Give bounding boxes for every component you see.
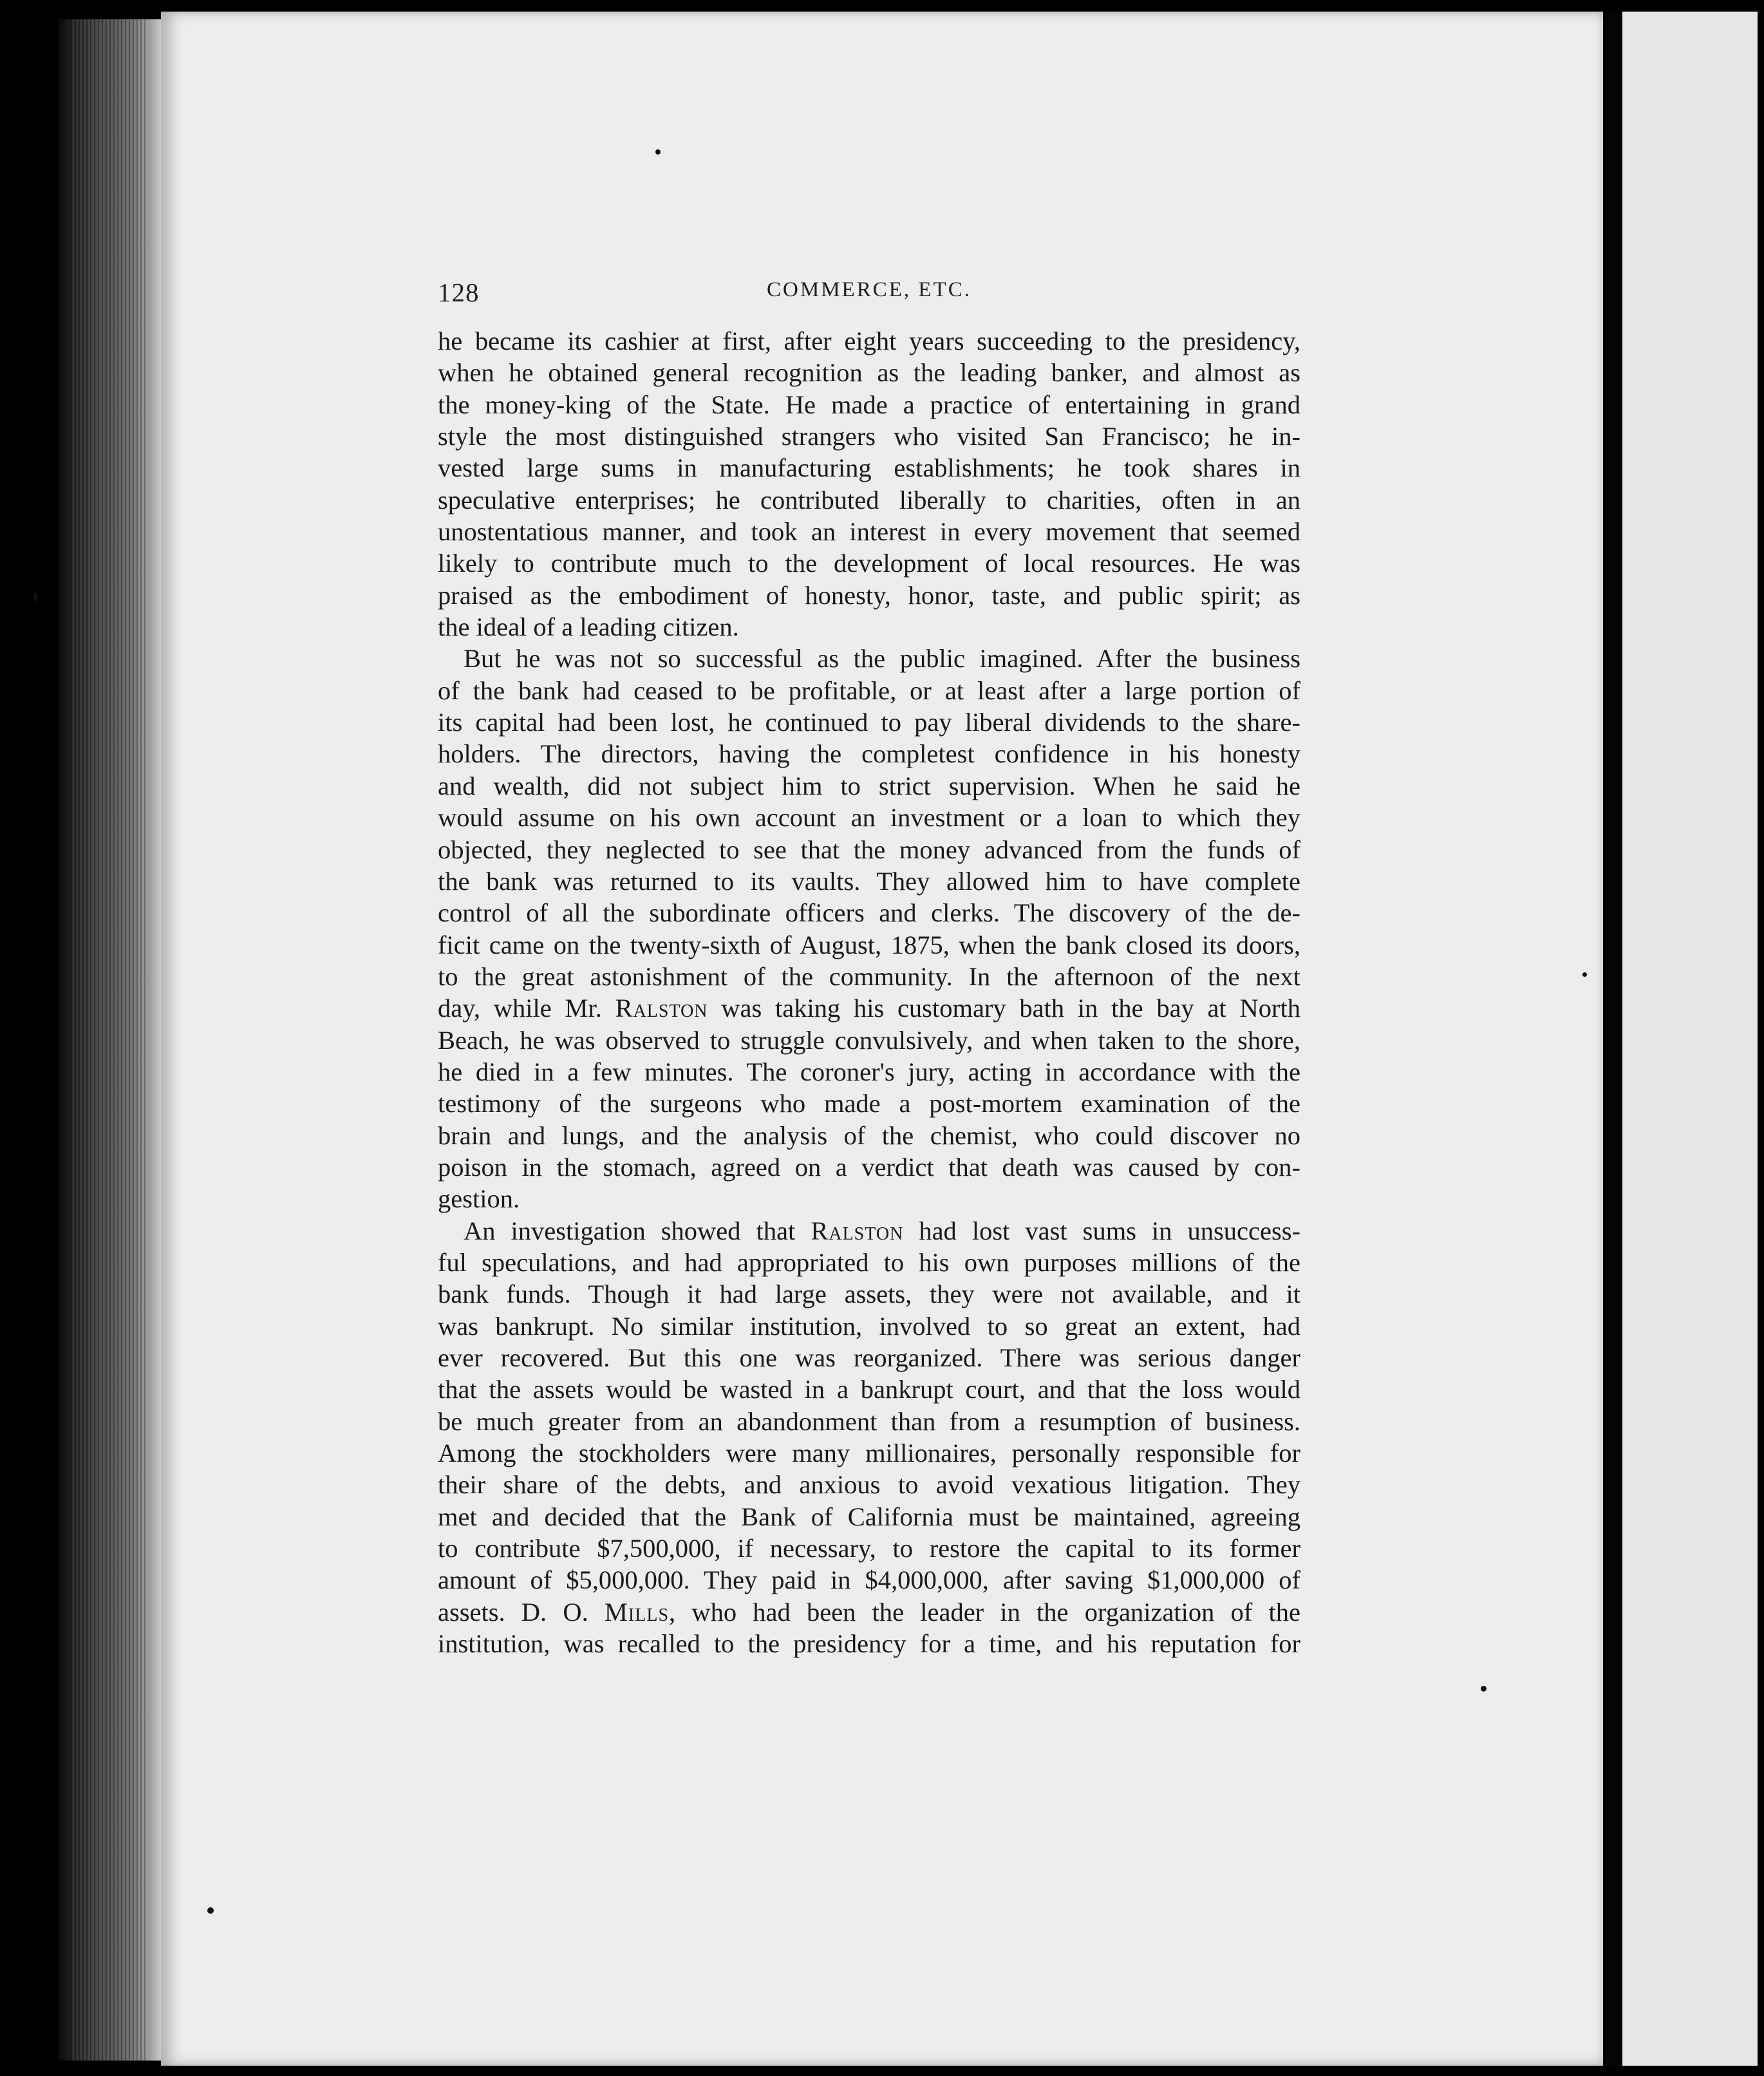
text-line: assets. D. O. Mills, who had been the leader in the organization of the bbox=[438, 1597, 1300, 1627]
text-line: and wealth, did not subject him to strict supervision. When he said he bbox=[438, 771, 1300, 800]
text-line: to the great astonishment of the community. In the afternoon of the next bbox=[438, 961, 1300, 991]
text-line: testimony of the surgeons who made a post-mortem examination of the bbox=[438, 1089, 1300, 1118]
page-number: 128 bbox=[438, 278, 480, 307]
body-text bbox=[438, 325, 1300, 1659]
text-line: brain and lungs, and the analysis of the chemist, who could discover no bbox=[438, 1120, 1300, 1150]
text-line: Beach, he was observed to struggle convulsively, and when taken to the shore, bbox=[438, 1025, 1300, 1055]
paragraph bbox=[438, 325, 1300, 643]
text-line: praised as the embodiment of honesty, honor, taste, and public spirit; as bbox=[438, 580, 1300, 610]
text-line: when he obtained general recognition as the leading banker, and almost as bbox=[438, 358, 1300, 388]
text-line: vested large sums in manufacturing establishments; he took shares in bbox=[438, 453, 1300, 483]
text-line: control of all the subordinate officers and clerks. The discovery of the de- bbox=[438, 898, 1300, 928]
text-line: ever recovered. But this one was reorganized. There was serious danger bbox=[438, 1343, 1300, 1372]
paragraph bbox=[438, 643, 1300, 1214]
small-caps-name: Ralston bbox=[615, 994, 708, 1023]
text-line: day, while Mr. Ralston was taking his customary bath in the bay at North bbox=[438, 994, 1300, 1023]
scan-speck bbox=[33, 592, 37, 601]
text-line: bank funds. Though it had large assets, they were not available, and it bbox=[438, 1279, 1300, 1309]
text-line: amount of $5,000,000. They paid in $4,000,000, after saving $1,000,000 of bbox=[438, 1565, 1300, 1595]
text-line: to contribute $7,500,000, if necessary, to restore the capital to its former bbox=[438, 1534, 1300, 1563]
gutter-shadow bbox=[1603, 12, 1622, 2066]
text-line: poison in the stomach, agreed on a verdict that death was caused by con- bbox=[438, 1152, 1300, 1182]
page-header bbox=[438, 270, 1300, 316]
text-line: be much greater from an abandonment than from a resumption of business. bbox=[438, 1406, 1300, 1436]
text-line: ful speculations, and had appropriated to his own purposes millions of the bbox=[438, 1247, 1300, 1277]
text-line: its capital had been lost, he continued to pay liberal dividends to the share- bbox=[438, 708, 1300, 737]
text-line: unostentatious manner, and took an interest in every movement that seemed bbox=[438, 517, 1300, 547]
text-line: was bankrupt. No similar institution, involved to so great an extent, had bbox=[438, 1311, 1300, 1341]
text-line: he died in a few minutes. The coroner's jury, acting in accordance with the bbox=[438, 1057, 1300, 1086]
text-line: of the bank had ceased to be profitable, or at least after a large portion of bbox=[438, 675, 1300, 705]
text-line: their share of the debts, and anxious to avoid vexatious litigation. They bbox=[438, 1470, 1300, 1500]
text-line: institution, was recalled to the presidency for a time, and his reputation for bbox=[438, 1629, 1300, 1659]
paragraph bbox=[438, 1215, 1300, 1660]
right-page-edge bbox=[1622, 12, 1758, 2066]
text-line: style the most distinguished strangers who visited San Francisco; he in- bbox=[438, 422, 1300, 451]
text-line: objected, they neglected to see that the money advanced from the funds of bbox=[438, 835, 1300, 864]
text-line: met and decided that the Bank of California must be maintained, agreeing bbox=[438, 1502, 1300, 1531]
scan-speck bbox=[1582, 972, 1587, 977]
scan-speck bbox=[1481, 1686, 1487, 1692]
text-line: Among the stockholders were many millionaires, personally responsible for bbox=[438, 1439, 1300, 1468]
running-head: COMMERCE, ETC. bbox=[767, 278, 971, 301]
text-line: he became its cashier at first, after eight years succeeding to the presidency, bbox=[438, 326, 1300, 355]
small-caps-name: Mills bbox=[604, 1597, 670, 1627]
text-line: would assume on his own account an investment or a loan to which they bbox=[438, 803, 1300, 833]
text-line: An investigation showed that Ralston had lost vast sums in unsuccess- bbox=[464, 1216, 1300, 1245]
text-line: But he was not so successful as the public imagined. After the business bbox=[464, 644, 1300, 674]
text-line: gestion. bbox=[438, 1184, 520, 1214]
small-caps-name: Ralston bbox=[811, 1216, 904, 1245]
scan-speck bbox=[655, 149, 661, 155]
text-line: the money-king of the State. He made a practice of entertaining in grand bbox=[438, 390, 1300, 419]
text-line: the bank was returned to its vaults. They allowed him to have complete bbox=[438, 866, 1300, 896]
text-line: likely to contribute much to the development of local resources. He was bbox=[438, 549, 1300, 578]
scan-speck bbox=[207, 1907, 214, 1914]
text-line: that the assets would be wasted in a bankrupt court, and that the loss would bbox=[438, 1375, 1300, 1404]
text-line: holders. The directors, having the completest confidence in his honesty bbox=[438, 739, 1300, 769]
book-edge-texture bbox=[71, 19, 148, 2061]
text-line: the ideal of a leading citizen. bbox=[438, 612, 739, 642]
text-line: speculative enterprises; he contributed liberally to charities, often in an bbox=[438, 485, 1300, 514]
text-line: ficit came on the twenty-sixth of August, 1875, when the bank closed its doors, bbox=[438, 930, 1300, 959]
